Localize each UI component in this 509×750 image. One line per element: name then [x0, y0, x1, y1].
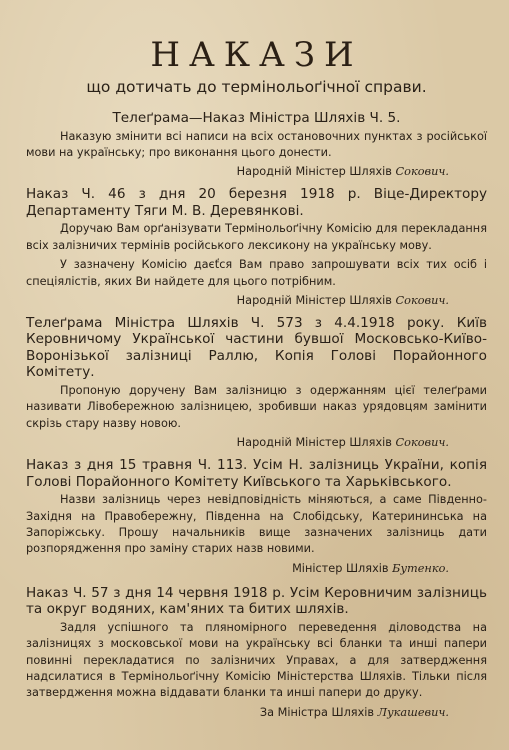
order-paragraph: Наказую змінити всі написи на всіх остановочних пунктах з російської мови на українську; про виконання цього донести. [26, 129, 487, 159]
order-signature [26, 293, 487, 309]
page-subtitle: що дотичать до термінольоґічної справи. [86, 78, 427, 96]
signature-role: Міністер Шляхів [292, 561, 389, 575]
order-paragraph: Пропоную доручену Вам залізницю з одержанням цієї телеґрами називати Лівобережною залізницею, зробивши наказ урядовцям замінити скрізь стару назву новою. [26, 383, 487, 430]
order-signature [26, 705, 487, 721]
signature-role: Народній Міністер Шляхів [236, 436, 392, 450]
order-2 [26, 186, 487, 309]
order-4 [26, 457, 487, 577]
order-paragraph: Задля успішного та пляномірного переведення діловодства на залізницях з московської мови на українську всі бланки та инші папери повинні перекладатися по залізничих Управах, а для затвердження надсилатися в Термінольоґічну Комісію Міністерства Шляхів. Тільки після затвердження можна віддавати бланки та инші папери до друку. [26, 620, 487, 700]
order-signature [26, 561, 487, 577]
order-paragraph: У зазначену Комісію даєťся Вам право запрошувати всіх тих осіб і спеціялістів, яких Ви найдете для цього потрібним. [26, 258, 487, 288]
order-heading: Наказ Ч. 57 з дня 14 червня 1918 р. Усім Керовничим залізниць та округ водяних, кам'яних та битих шляхів. [26, 584, 487, 618]
page-title: НАКАЗИ [150, 35, 363, 75]
signature-name: Сокович. [395, 165, 449, 179]
order-heading: Наказ з дня 15 травня Ч. 113. Усім Н. залізниць України, копія Голові Порайонного Комітету Київського та Харьківського. [26, 457, 487, 490]
order-signature [26, 435, 487, 451]
signature-role: Народній Міністер Шляхів [236, 293, 392, 307]
order-signature [26, 164, 487, 180]
signature-name: Сокович. [395, 293, 449, 307]
order-5 [26, 585, 487, 721]
signature-name: Сокович. [395, 436, 449, 450]
signature-name: Бутенко. [392, 561, 449, 575]
signature-name: Лукашевич. [377, 705, 449, 719]
order-3 [26, 315, 487, 451]
signature-role: За Міністра Шляхів [259, 705, 375, 719]
order-1 [26, 110, 487, 180]
order-heading: Телеґрама Міністра Шляхів Ч. 573 з 4.4.1918 року. Київ Керовничому Української частини бувшої Московсько-Київо-Воронізької залізниці Раллю, Копія Голові Порайонного Комітету. [26, 314, 487, 381]
signature-role: Народній Міністер Шляхів [236, 165, 392, 179]
order-heading: Телеґрама—Наказ Міністра Шляхів Ч. 5. [112, 110, 401, 126]
order-paragraph: Доручаю Вам орґанізувати Термінольоґічну Комісію для перекладання всіх залізничих термінів російського лексикону на українську мову. [26, 222, 487, 252]
order-heading: Наказ Ч. 46 з дня 20 березня 1918 р. Віце-Директору Департаменту Тяги М. В. Деревянкові. [26, 186, 487, 219]
order-paragraph: Назви залізниць через невідповідність міняються, а саме Південно-Західня на Правобережну, Південна на Слобідську, Катерининська на Запоріжську. Прошу начальників вище зазначених залізниць дати розпорядження про заміну старих назв новими. [26, 493, 487, 556]
